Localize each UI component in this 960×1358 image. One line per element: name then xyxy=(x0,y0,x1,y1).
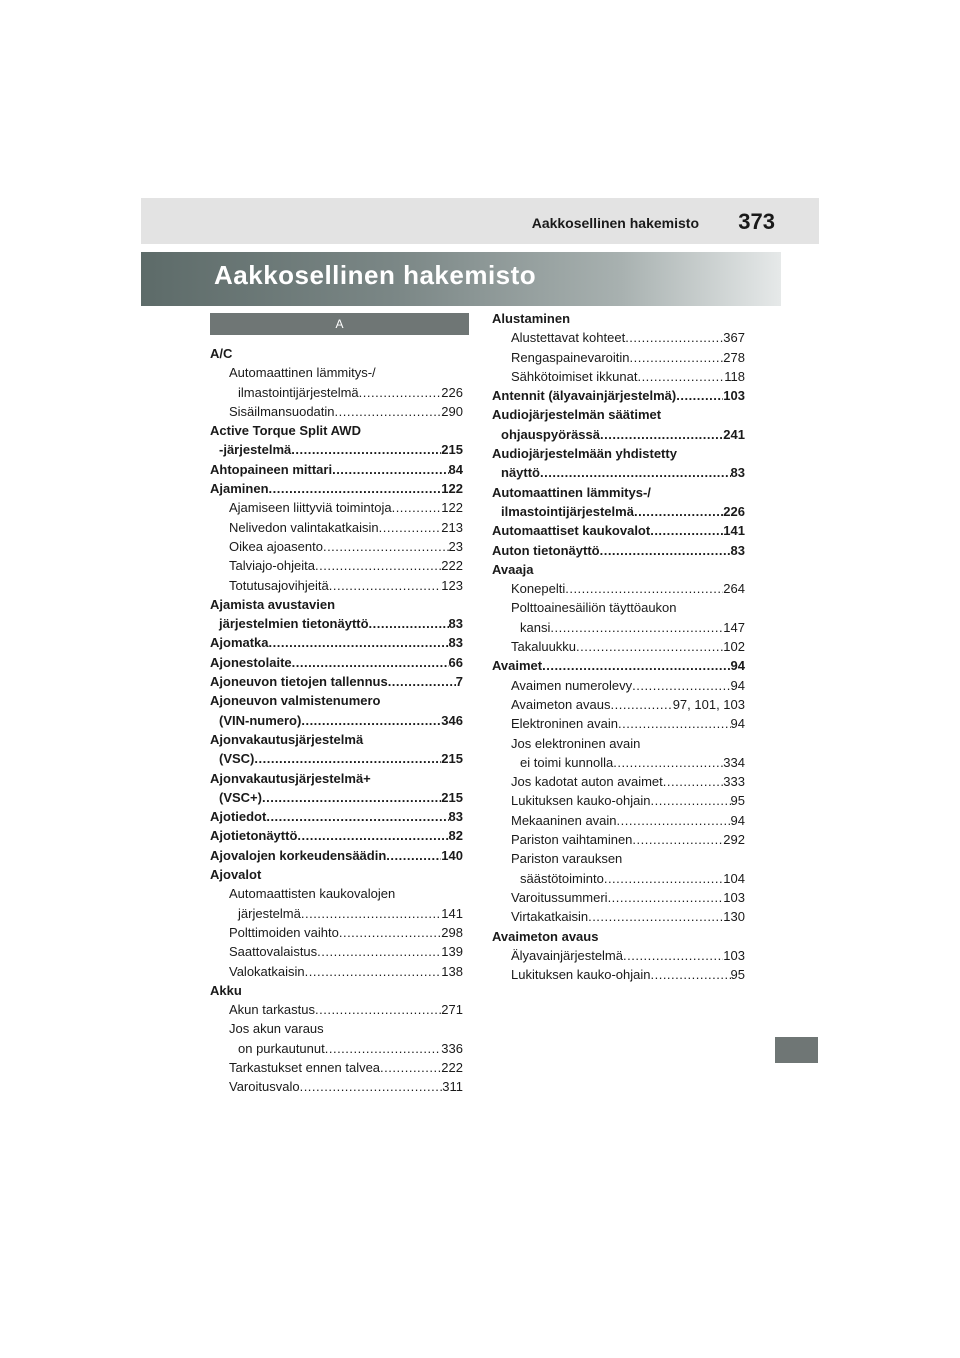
index-entry xyxy=(492,328,745,347)
index-entry-page: 95 xyxy=(730,793,745,809)
index-entry-leader xyxy=(392,498,442,517)
index-entry-leader xyxy=(329,576,442,595)
index-entry xyxy=(492,869,745,888)
index-entry-leader xyxy=(388,672,456,691)
index-entry-page: 215 xyxy=(441,751,463,767)
index-entry-leader xyxy=(269,479,442,498)
index-entry xyxy=(210,402,463,421)
index-entry xyxy=(210,942,463,961)
index-entry-label: Ajovalot xyxy=(210,867,262,883)
index-entry-page: 83 xyxy=(730,465,745,481)
index-entry-label: Ajotiedot xyxy=(210,809,267,825)
index-entry-label: Avaimen numerolevy xyxy=(511,677,633,693)
index-entry-page: 222 xyxy=(441,558,463,574)
index-entry xyxy=(210,807,463,826)
index-entry-label: järjestelmä xyxy=(238,905,301,921)
index-entry xyxy=(492,946,745,965)
index-entry-label: Sisäilmansuodatin xyxy=(229,403,335,419)
index-entry-label: Ajoneuvon tietojen tallennus xyxy=(210,674,388,690)
index-entry-label: Auton tietonäyttö xyxy=(492,542,600,558)
index-entry-page: 333 xyxy=(723,774,745,790)
index-entry-page: 103 xyxy=(723,889,745,905)
index-entry-label: Ajamiseen liittyviä toimintoja xyxy=(229,500,392,516)
index-entry-page: 103 xyxy=(723,947,745,963)
index-entry-leader xyxy=(576,637,723,656)
index-entry xyxy=(210,1058,463,1077)
index-entry-label: Saattovalaistus xyxy=(229,944,318,960)
index-entry-label: Ajotietonäyttö xyxy=(210,828,298,844)
index-entry xyxy=(492,849,745,868)
index-entry-page: 226 xyxy=(441,384,463,400)
index-entry-leader xyxy=(291,440,441,459)
index-entry-label: Active Torque Split AWD xyxy=(210,423,361,439)
index-entry-label: Mekaaninen avain xyxy=(511,812,617,828)
index-entry xyxy=(210,865,463,884)
index-entry-label: Ajamista avustavien xyxy=(210,596,336,612)
index-entry-leader xyxy=(676,386,723,405)
index-entry-page: 83 xyxy=(730,542,745,558)
index-entry-page: 271 xyxy=(441,1002,463,1018)
index-entry-page: 94 xyxy=(730,658,745,674)
index-entry xyxy=(210,633,463,652)
index-entry-label: Ajaminen xyxy=(210,481,269,497)
index-entry-label: Avaimeton avaus xyxy=(492,928,599,944)
index-entry-page: 140 xyxy=(441,847,463,863)
index-entry-leader xyxy=(608,888,724,907)
index-entry-label: Lukituksen kauko-ohjain xyxy=(511,967,651,983)
index-entry-label: Automaattiset kaukovalot xyxy=(492,523,651,539)
index-entry xyxy=(210,363,463,382)
index-entry-leader xyxy=(315,1000,441,1019)
index-entry xyxy=(210,884,463,903)
index-entry xyxy=(492,637,745,656)
index-entry-label: Automaattisten kaukovalojen xyxy=(229,886,396,902)
index-entry xyxy=(492,772,745,791)
index-entry-label: Jos akun varaus xyxy=(229,1021,324,1037)
index-entry xyxy=(492,734,745,753)
index-entry-page: 147 xyxy=(723,619,745,635)
index-entry xyxy=(492,483,745,502)
index-entry xyxy=(492,579,745,598)
index-entry-label: Varoitusvalo xyxy=(229,1079,300,1095)
index-entry xyxy=(210,479,463,498)
index-entry-leader xyxy=(540,463,731,482)
index-entry-leader xyxy=(565,579,723,598)
index-entry-label: ohjauspyörässä xyxy=(501,426,600,442)
index-entry-leader xyxy=(611,695,673,714)
index-entry-leader xyxy=(269,633,449,652)
index-entry xyxy=(210,711,463,730)
index-entry xyxy=(492,425,745,444)
index-entry-page: 94 xyxy=(730,677,745,693)
index-entry xyxy=(210,846,463,865)
index-entry-leader xyxy=(588,907,723,926)
index-entry-page: 213 xyxy=(441,519,463,535)
index-entry-label: (VSC+) xyxy=(219,789,262,805)
index-entry-page: 141 xyxy=(441,905,463,921)
index-entry-label: Avaimeton avaus xyxy=(511,696,611,712)
index-entry xyxy=(210,981,463,1000)
index-entry-leader xyxy=(542,656,730,675)
index-entry-leader xyxy=(613,753,723,772)
index-entry-label: Tarkastukset ennen talvea xyxy=(229,1059,381,1075)
index-entry xyxy=(210,730,463,749)
index-entry-leader xyxy=(266,807,448,826)
index-entry-leader xyxy=(650,791,730,810)
index-entry-label: (VIN-numero) xyxy=(219,712,302,728)
index-entry-label: Varoitussummeri xyxy=(511,889,608,905)
index-entry-leader xyxy=(359,383,442,402)
index-entry xyxy=(210,788,463,807)
index-entry-page: 226 xyxy=(723,503,745,519)
index-entry xyxy=(492,386,745,405)
index-entry-leader xyxy=(292,653,449,672)
header-band xyxy=(141,198,819,244)
index-entry xyxy=(210,518,463,537)
index-entry-label: Ajonvakautusjärjestelmä xyxy=(210,731,364,747)
index-entry xyxy=(492,907,745,926)
index-entry-leader xyxy=(379,518,442,537)
index-entry xyxy=(210,383,463,402)
index-entry-label: Jos elektroninen avain xyxy=(511,735,641,751)
index-entry-page: 94 xyxy=(730,812,745,828)
index-entry-leader xyxy=(650,965,730,984)
index-entry-label: Pariston varauksen xyxy=(511,851,623,867)
index-entry xyxy=(492,541,745,560)
index-entry-page: 222 xyxy=(441,1059,463,1075)
index-entry xyxy=(210,614,463,633)
index-entry-label: Virtakatkaisin xyxy=(511,909,589,925)
index-entry xyxy=(210,826,463,845)
index-entry-label: Avaaja xyxy=(492,561,534,577)
index-entry xyxy=(210,576,463,595)
index-entry-label: Jos kadotat auton avaimet xyxy=(511,774,663,790)
index-entry xyxy=(492,521,745,540)
index-entry xyxy=(210,1039,463,1058)
index-entry-label: järjestelmien tietonäyttö xyxy=(219,616,369,632)
index-entry-leader xyxy=(637,367,724,386)
index-entry-label: Elektroninen avain xyxy=(511,716,618,732)
index-entry-label: Totutusajovihjeitä xyxy=(229,577,329,593)
index-entry-label: Ajonvakautusjärjestelmä+ xyxy=(210,770,371,786)
index-column-right xyxy=(492,309,745,984)
index-entry xyxy=(492,618,745,637)
index-entry-label: Ajovalojen korkeudensäädin xyxy=(210,847,387,863)
index-entry-leader xyxy=(369,614,449,633)
index-entry-label: Rengaspainevaroitin xyxy=(511,349,630,365)
index-entry xyxy=(210,344,463,363)
index-entry-page: 346 xyxy=(441,712,463,728)
index-entry xyxy=(492,309,745,328)
index-entry xyxy=(492,676,745,695)
index-entry xyxy=(210,421,463,440)
index-entry-page: 298 xyxy=(441,924,463,940)
index-entry-leader xyxy=(650,521,723,540)
index-entry-leader xyxy=(663,772,724,791)
index-entry-label: Ajoneuvon valmistenumero xyxy=(210,693,381,709)
index-entry-leader xyxy=(339,923,441,942)
title-band xyxy=(141,252,781,306)
index-entry-leader xyxy=(297,826,448,845)
index-entry-page: 103 xyxy=(723,388,745,404)
index-entry xyxy=(492,830,745,849)
index-entry-label: Konepelti xyxy=(511,581,566,597)
index-entry-leader xyxy=(332,460,448,479)
index-entry-leader xyxy=(335,402,442,421)
index-entry xyxy=(492,656,745,675)
index-entry-label: on purkautunut xyxy=(238,1040,325,1056)
index-entry-label: Oikea ajoasento xyxy=(229,538,323,554)
index-entry-page: 311 xyxy=(442,1079,463,1095)
index-entry xyxy=(210,904,463,923)
index-entry-page: 278 xyxy=(723,349,745,365)
index-entry-page: 336 xyxy=(441,1040,463,1056)
index-entry xyxy=(492,965,745,984)
index-entry-page: 83 xyxy=(448,616,463,632)
index-entry-label: Antennit (älyavainjärjestelmä) xyxy=(492,388,677,404)
index-entry-page: 130 xyxy=(723,909,745,925)
index-entry-leader xyxy=(630,348,724,367)
index-entry-page: 102 xyxy=(723,639,745,655)
index-entry-label: Polttimoiden vaihto xyxy=(229,924,339,940)
index-entry-page: 290 xyxy=(441,403,463,419)
index-entry-page: 66 xyxy=(448,654,463,670)
page-title: Aakkosellinen hakemisto xyxy=(214,260,537,290)
index-entry xyxy=(492,348,745,367)
index-entry-label: Automaattinen lämmitys-/ xyxy=(229,365,376,381)
index-entry xyxy=(210,923,463,942)
index-entry xyxy=(492,714,745,733)
index-entry xyxy=(210,537,463,556)
index-entry-page: 83 xyxy=(448,635,463,651)
index-entry-label: (VSC) xyxy=(219,751,255,767)
index-entry xyxy=(210,556,463,575)
index-entry-label: Alustettavat kohteet xyxy=(511,330,626,346)
index-entry-label: Audiojärjestelmän säätimet xyxy=(492,407,662,423)
index-entry-page: 292 xyxy=(723,832,745,848)
index-entry-leader xyxy=(618,714,731,733)
index-entry-page: 7 xyxy=(455,674,463,690)
index-entry xyxy=(210,672,463,691)
index-entry xyxy=(210,769,463,788)
index-entry-label: Ajonestolaite xyxy=(210,654,292,670)
index-entry-page: 23 xyxy=(448,538,463,554)
index-entry xyxy=(210,595,463,614)
index-entry-label: Lukituksen kauko-ohjain xyxy=(511,793,651,809)
index-entry xyxy=(492,598,745,617)
index-entry-label: Akku xyxy=(210,982,242,998)
index-entry-leader xyxy=(325,1039,442,1058)
index-entry-page: 82 xyxy=(448,828,463,844)
index-entry xyxy=(492,405,745,424)
index-entry xyxy=(492,502,745,521)
index-entry-label: ilmastointijärjestelmä xyxy=(238,384,359,400)
index-entry xyxy=(210,691,463,710)
index-entry-leader xyxy=(301,904,441,923)
index-entry-label: Sähkötoimiset ikkunat xyxy=(511,368,638,384)
index-entry xyxy=(492,560,745,579)
index-entry xyxy=(210,749,463,768)
index-entry-leader xyxy=(317,942,441,961)
index-entry-label: Akun tarkastus xyxy=(229,1002,315,1018)
index-entry-leader xyxy=(301,711,441,730)
index-entry-leader xyxy=(380,1058,441,1077)
index-entry-leader xyxy=(604,869,723,888)
index-entry-label: ei toimi kunnolla xyxy=(520,754,614,770)
index-entry-label: Talviajo-ohjeita xyxy=(229,558,315,574)
index-entry-label: A/C xyxy=(210,346,233,361)
index-entry-label: säästötoiminto xyxy=(520,870,604,886)
index-entry xyxy=(210,498,463,517)
index-entry-page: 367 xyxy=(723,330,745,346)
index-entry xyxy=(210,460,463,479)
index-entry-page: 97, 101, 103 xyxy=(672,696,745,712)
index-entry xyxy=(210,1077,463,1096)
index-entry-page: 118 xyxy=(724,368,745,384)
chapter-side-tab xyxy=(775,1037,818,1063)
index-entry xyxy=(492,791,745,810)
index-entry-page: 141 xyxy=(723,523,745,539)
index-entry-page: 264 xyxy=(723,581,745,597)
index-entry-label: Alustaminen xyxy=(492,311,571,326)
index-entry-leader xyxy=(625,328,723,347)
index-entry-label: -järjestelmä xyxy=(219,442,292,458)
index-entry-leader xyxy=(323,537,449,556)
index-entry xyxy=(492,753,745,772)
index-entry-page: 241 xyxy=(723,426,745,442)
index-entry xyxy=(492,695,745,714)
index-entry-leader xyxy=(600,541,731,560)
index-entry-page: 94 xyxy=(730,716,745,732)
index-entry-leader xyxy=(617,811,731,830)
index-entry-label: Avaimet xyxy=(492,658,543,674)
index-entry-label: Ajomatka xyxy=(210,635,269,651)
index-entry-leader xyxy=(634,502,723,521)
page-number: 373 xyxy=(738,209,775,234)
index-entry xyxy=(210,1000,463,1019)
index-entry-label: Valokatkaisin xyxy=(229,963,305,979)
index-entry xyxy=(492,811,745,830)
index-entry xyxy=(210,962,463,981)
index-entry-page: 139 xyxy=(441,944,463,960)
index-entry-page: 95 xyxy=(730,967,745,983)
index-entry-page: 122 xyxy=(441,481,463,497)
index-entry-leader xyxy=(600,425,723,444)
index-entry-page: 215 xyxy=(441,442,463,458)
index-entry-leader xyxy=(550,618,723,637)
index-entry xyxy=(492,927,745,946)
index-entry xyxy=(492,367,745,386)
index-entry-label: kansi xyxy=(520,619,551,635)
index-entry-leader xyxy=(300,1077,443,1096)
index-entry-label: Älyavainjärjestelmä xyxy=(511,947,623,963)
index-entry xyxy=(492,463,745,482)
index-entry-page: 104 xyxy=(723,870,745,886)
index-entry-leader xyxy=(305,962,442,981)
running-header-title: Aakkosellinen hakemisto xyxy=(531,215,699,231)
index-entry-page: 123 xyxy=(441,577,463,593)
index-entry-leader xyxy=(386,846,441,865)
index-entry-label: Pariston vaihtaminen xyxy=(511,832,633,848)
index-entry-label: Ahtopaineen mittari xyxy=(210,461,333,477)
index-entry-leader xyxy=(315,556,441,575)
index-entry xyxy=(210,1019,463,1038)
index-entry-leader xyxy=(262,788,441,807)
index-entry xyxy=(210,653,463,672)
index-column-left xyxy=(210,344,463,1097)
index-entry-leader xyxy=(623,946,723,965)
index-entry-page: 215 xyxy=(441,789,463,805)
index-entry-page: 138 xyxy=(441,963,463,979)
index-entry-label: Takaluukku xyxy=(511,639,577,655)
section-letter-bar: A xyxy=(210,313,469,335)
index-entry-page: 334 xyxy=(723,754,745,770)
index-entry-label: Nelivedon valintakatkaisin xyxy=(229,519,379,535)
index-entry-label: Audiojärjestelmään yhdistetty xyxy=(492,446,677,462)
index-entry xyxy=(492,444,745,463)
index-entry-label: ilmastointijärjestelmä xyxy=(501,503,634,519)
index-entry-label: Polttoainesäiliön täyttöaukon xyxy=(511,600,677,616)
index-entry-page: 84 xyxy=(448,461,463,477)
index-entry-leader xyxy=(254,749,441,768)
index-entry-label: näyttö xyxy=(501,465,540,481)
index-entry-page: 83 xyxy=(448,809,463,825)
index-entry-leader xyxy=(632,676,730,695)
index-entry xyxy=(210,440,463,459)
index-entry-leader xyxy=(632,830,723,849)
index-entry-page: 122 xyxy=(441,500,463,516)
index-entry-label: Automaattinen lämmitys-/ xyxy=(492,484,651,500)
index-entry xyxy=(492,888,745,907)
